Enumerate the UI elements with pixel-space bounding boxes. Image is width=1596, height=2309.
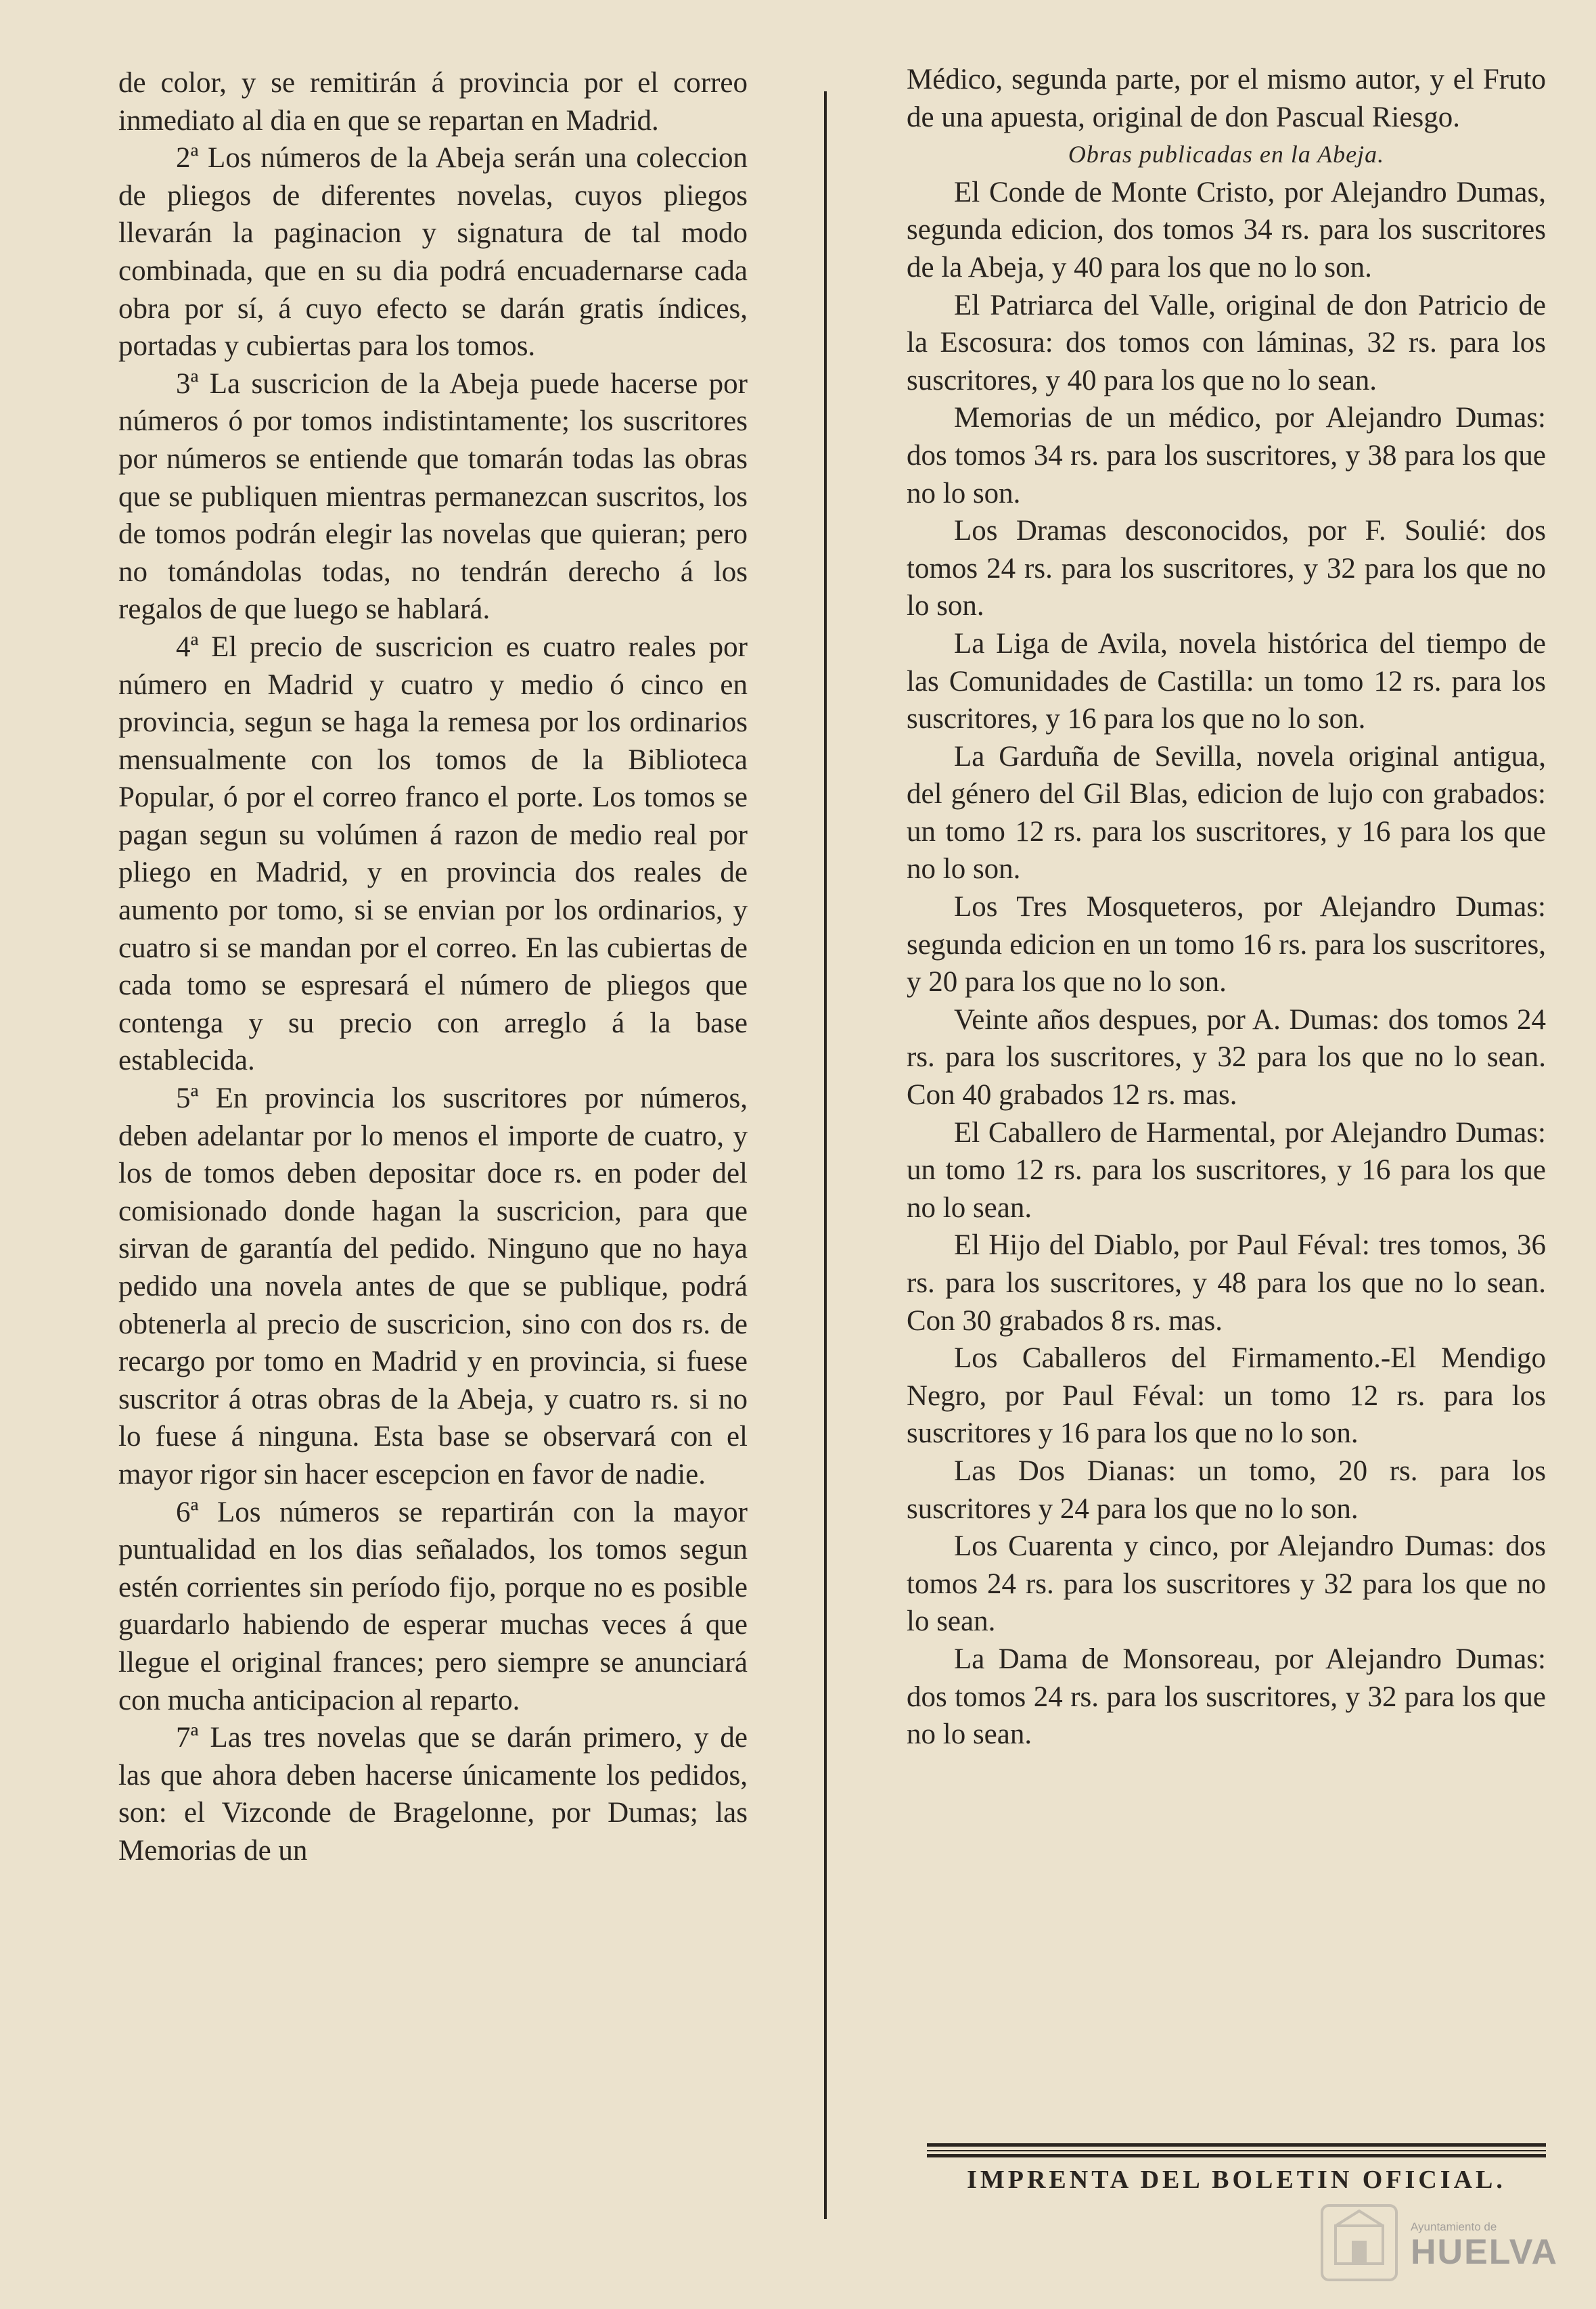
list-item: El Conde de Monte Cristo, por Alejandro Dumas, segunda edicion, dos tomos 34 rs. para los suscritores de la Abeja, y 40 para los que no lo son. bbox=[907, 176, 1546, 283]
list-item: El Patriarca del Valle, original de don Patricio de la Escosura: dos tomos con láminas, 32 rs. para los suscritores, y 40 para los que no lo sean. bbox=[907, 289, 1546, 396]
footer-rule bbox=[927, 2143, 1546, 2147]
watermark bbox=[1411, 2220, 1558, 2271]
paragraph: de color, y se remitirán á provincia por el correo inmediato al dia en que se repartan en Madrid. bbox=[118, 67, 748, 137]
right-column bbox=[907, 61, 1546, 1754]
paragraph: 2ª Los números de la Abeja serán una coleccion de pliegos de diferentes novelas, cuyos pliegos llevarán la paginacion y signatura de tal modo combinada, que en su dia podrá encuadernarse cada obra por sí, á cuyo efecto se darán gratis índices, portadas y cubiertas para los tomos. bbox=[118, 142, 748, 363]
list-item: El Hijo del Diablo, por Paul Féval: tres tomos, 36 rs. para los suscritores, y 48 para los que no lo sean. Con 30 grabados 8 rs. mas. bbox=[907, 1229, 1546, 1337]
left-column bbox=[118, 64, 748, 1870]
paragraph: 5ª En provincia los suscritores por números, deben adelantar por lo menos el importe de cuatro, y los de tomos deben depositar doce rs. en poder del comisionado donde hagan la suscricion, para que sirvan de garantía del pedido. Ninguno que no haya pedido una novela antes de que se publique, podrá obtenerla al precio de suscricion, sino con dos rs. de recargo por tomo en Madrid y en provincia, si fuese suscritor á otras obras de la Abeja, y cuatro rs. si no lo fuese á ninguna. Esta base se observará con el mayor rigor sin hacer escepcion en favor de nadie. bbox=[118, 1082, 748, 1490]
column-divider bbox=[824, 91, 827, 2219]
watermark-small-text: Ayuntamiento de bbox=[1411, 2220, 1497, 2233]
list-item: La Garduña de Sevilla, novela original antigua, del género del Gil Blas, edicion de lujo con grabados: un tomo 12 rs. para los suscritores, y 16 para los que no lo son. bbox=[907, 740, 1546, 886]
list-item: La Dama de Monsoreau, por Alejandro Dumas: dos tomos 24 rs. para los suscritores, y 32 para los que no lo sean. bbox=[907, 1643, 1546, 1751]
paragraph: 4ª El precio de suscricion es cuatro reales por número en Madrid y cuatro y medio ó cinco en provincia, segun se haga la remesa por los ordinarios mensualmente con los tomos de la Biblioteca Popular, ó por el correo franco el porte. Los tomos se pagan segun su volúmen á razon de medio real por pliego en Madrid, y en provincia dos reales de aumento por tomo, si se envian por los ordinarios, y cuatro si se mandan por el correo. En las cubiertas de cada tomo se espresará el número de pliegos que contenga y su precio con arreglo á la base establecida. bbox=[118, 631, 748, 1077]
list-item: La Liga de Avila, novela histórica del tiempo de las Comunidades de Castilla: un tomo 12 rs. para los suscritores, y 16 para los que no lo son. bbox=[907, 627, 1546, 735]
paragraph: 7ª Las tres novelas que se darán primero, y de las que ahora deben hacerse únicamente los pedidos, son: el Vizconde de Bragelonne, por Dumas; las Memorias de un bbox=[118, 1722, 748, 1867]
list-item: Las Dos Dianas: un tomo, 20 rs. para los suscritores y 24 para los que no lo son. bbox=[907, 1455, 1546, 1525]
footer-rule bbox=[927, 2150, 1546, 2151]
imprint-line: IMPRENTA DEL BOLETIN OFICIAL. bbox=[967, 2166, 1506, 2194]
watermark-big-text: HUELVA bbox=[1411, 2233, 1559, 2272]
paragraph: 6ª Los números se repartirán con la mayor puntualidad en los dias señalados, los tomos segun estén corrientes sin período fijo, porque no es posible guardarlo habiendo de esperar muchas veces á que llegue el original frances; pero siempre se anunciará con mucha anticipacion al reparto. bbox=[118, 1496, 748, 1716]
list-item: Los Dramas desconocidos, por F. Soulié: dos tomos 24 rs. para los suscritores, y 32 para los que no lo son. bbox=[907, 515, 1546, 622]
list-item: Los Cuarenta y cinco, por Alejandro Dumas: dos tomos 24 rs. para los suscritores y 32 para los que no lo sean. bbox=[907, 1530, 1546, 1638]
list-item: Los Caballeros del Firmamento.-El Mendigo Negro, por Paul Féval: un tomo 12 rs. para los suscritores y 16 para los que no lo son. bbox=[907, 1342, 1546, 1450]
list-item: Memorias de un médico, por Alejandro Dumas: dos tomos 34 rs. para los suscritores, y 38 para los que no lo son. bbox=[907, 402, 1546, 509]
footer-rule bbox=[927, 2154, 1546, 2157]
list-item: Los Tres Mosqueteros, por Alejandro Dumas: segunda edicion en un tomo 16 rs. para los suscritores, y 20 para los que no lo son. bbox=[907, 891, 1546, 999]
paragraph: Médico, segunda parte, por el mismo autor, y el Fruto de una apuesta, original de don Pascual Riesgo. bbox=[907, 64, 1546, 133]
section-subheading: Obras publicadas en la Abeja. bbox=[1068, 141, 1385, 168]
paragraph: 3ª La suscricion de la Abeja puede hacerse por números ó por tomos indistintamente; los suscritores por números se entiende que tomarán todas las obras que se publiquen mientras permanezcan suscritos, los de tomos podrán elegir las novelas que quieran; pero no tomándolas todas, no tendrán derecho á los regalos de que luego se hablará. bbox=[118, 367, 748, 626]
list-item: Veinte años despues, por A. Dumas: dos tomos 24 rs. para los suscritores, y 32 para los que no lo sean. Con 40 grabados 12 rs. mas. bbox=[907, 1003, 1546, 1112]
list-item: El Caballero de Harmental, por Alejandro Dumas: un tomo 12 rs. para los suscritores, y 16 para los que no lo sean. bbox=[907, 1116, 1546, 1224]
